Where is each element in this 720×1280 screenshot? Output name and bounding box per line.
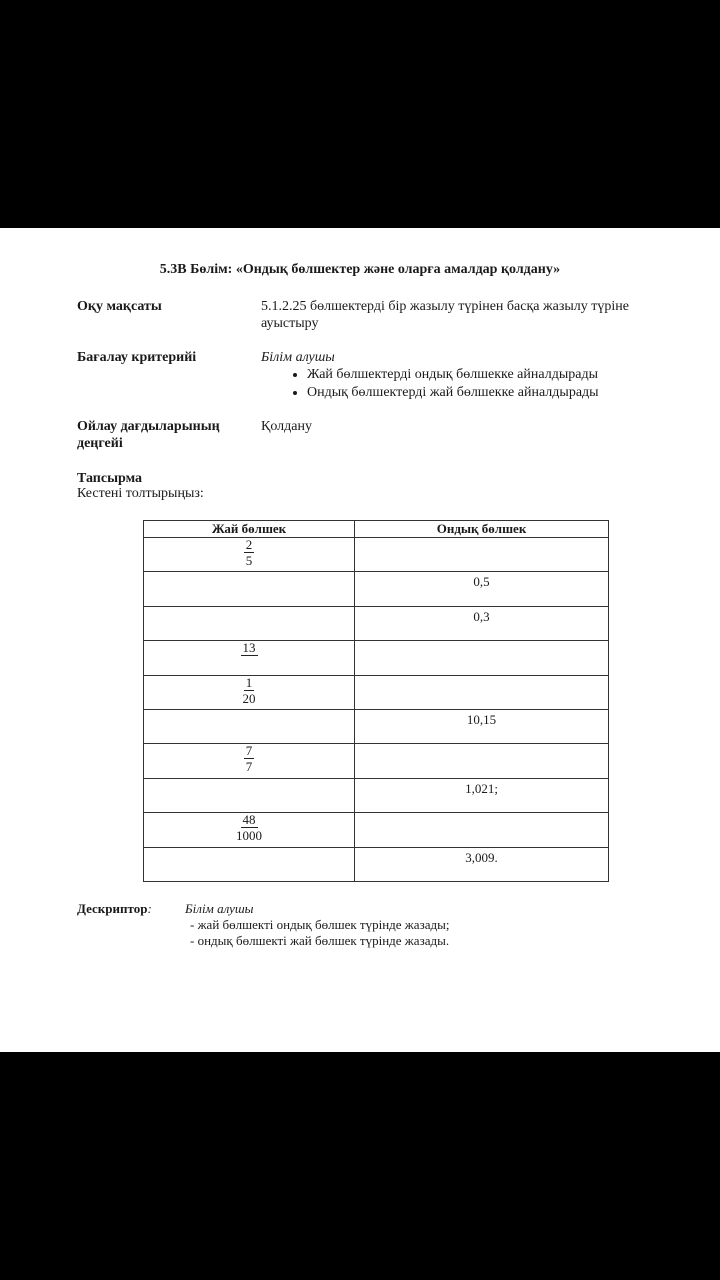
table-row xyxy=(144,847,609,881)
table-row xyxy=(144,641,609,675)
table-row xyxy=(144,778,609,812)
decimal-fraction-cell[interactable] xyxy=(355,606,609,640)
common-fraction-cell[interactable] xyxy=(144,641,355,675)
decimal-value: 10,15 xyxy=(466,711,497,727)
table-row xyxy=(144,572,609,606)
common-fraction-cell[interactable] xyxy=(144,847,355,881)
decimal-fraction-cell[interactable] xyxy=(355,778,609,812)
criteria-value xyxy=(261,349,661,402)
common-fraction-cell[interactable] xyxy=(144,675,355,709)
denominator xyxy=(247,656,250,670)
fraction xyxy=(243,676,256,705)
descriptor-label xyxy=(77,901,152,917)
table-row xyxy=(144,744,609,778)
descriptor-item: - ондық бөлшекті жай бөлшек түрінде жазады. xyxy=(190,933,450,948)
decimal-value: 1,021; xyxy=(465,780,498,796)
header-common-fraction: Жай бөлшек xyxy=(144,521,355,538)
decimal-fraction-cell[interactable] xyxy=(355,813,609,847)
table-row xyxy=(144,675,609,709)
decimal-value: 0,5 xyxy=(473,574,490,590)
criteria-item: • Жай бөлшектерді ондық бөлшекке айналдырады xyxy=(307,366,661,384)
objective-label: Оқу мақсаты xyxy=(77,299,162,314)
denominator: 1000 xyxy=(236,828,263,844)
common-fraction-cell[interactable] xyxy=(144,709,355,743)
numerator: 48 xyxy=(242,812,256,828)
decimal-fraction-cell[interactable] xyxy=(355,744,609,778)
common-fraction-cell[interactable] xyxy=(144,744,355,778)
document-page xyxy=(0,228,720,1052)
table-row xyxy=(144,813,609,847)
decimal-fraction-cell[interactable] xyxy=(355,709,609,743)
decimal-fraction-cell[interactable] xyxy=(355,641,609,675)
common-fraction-cell[interactable] xyxy=(144,606,355,640)
objective-value: 5.1.2.25 бөлшектерді бір жазылу түрінен басқа жазылу түріне ауыстыру xyxy=(261,299,629,331)
common-fraction-cell[interactable] xyxy=(144,813,355,847)
denominator: 5 xyxy=(245,553,253,568)
decimal-value: 0,3 xyxy=(473,608,490,624)
fractions-table xyxy=(143,520,609,882)
task-heading: Тапсырма xyxy=(77,471,143,486)
denominator: 7 xyxy=(245,759,253,775)
table-row xyxy=(144,709,609,743)
fraction xyxy=(244,744,255,773)
fraction xyxy=(241,641,258,670)
decimal-fraction-cell[interactable] xyxy=(355,572,609,606)
decimal-fraction-cell[interactable] xyxy=(355,538,609,572)
common-fraction-cell[interactable] xyxy=(144,778,355,812)
page-title: 5.3В Бөлім: «Ондық бөлшектер және оларға амалдар қолдану» xyxy=(159,262,561,277)
descriptor-label-text: Дескриптор xyxy=(77,901,148,916)
numerator: 13 xyxy=(242,640,256,656)
task-instruction: Кестені толтырыңыз: xyxy=(77,486,204,501)
decimal-fraction-cell[interactable] xyxy=(355,675,609,709)
thinking-level-label: Ойлау дағдыларының деңгейі xyxy=(77,419,220,451)
decimal-fraction-cell[interactable] xyxy=(355,847,609,881)
numerator: 7 xyxy=(245,743,253,759)
descriptor-body xyxy=(185,901,449,949)
criteria-item: • Ондық бөлшектерді жай бөлшекке айналдырады xyxy=(307,384,661,402)
common-fraction-cell[interactable] xyxy=(144,538,355,572)
descriptor-item: - жай бөлшекті ондық бөлшек түрінде жазады; xyxy=(190,917,450,932)
header-decimal-fraction: Ондық бөлшек xyxy=(355,521,609,538)
numerator: 2 xyxy=(245,537,253,552)
criteria-intro: Білім алушы xyxy=(261,350,335,365)
common-fraction-cell[interactable] xyxy=(144,572,355,606)
fraction xyxy=(236,813,262,842)
table-row xyxy=(144,606,609,640)
thinking-level-value: Қолдану xyxy=(261,419,312,434)
table-row xyxy=(144,538,609,572)
decimal-value: 3,009. xyxy=(465,849,498,865)
criteria-label: Бағалау критерийі xyxy=(77,350,197,365)
descriptor-intro: Білім алушы xyxy=(185,901,254,916)
criteria-list xyxy=(261,366,661,402)
fraction xyxy=(244,538,255,567)
descriptor-colon: : xyxy=(147,901,152,916)
denominator: 20 xyxy=(242,690,256,706)
numerator: 1 xyxy=(245,674,253,690)
